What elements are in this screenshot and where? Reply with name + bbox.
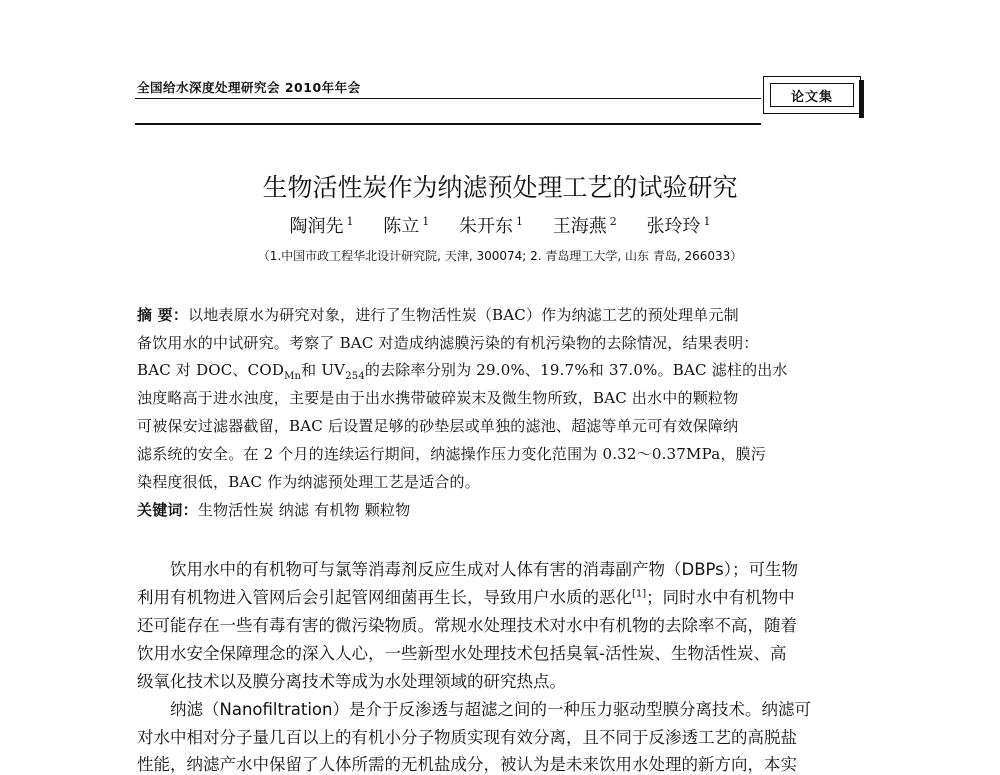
body-line: 性能，纳滤产水中保留了人体所需的无机盐成分，被认为是未来饮用水处理的新方向，本实 — [137, 755, 797, 774]
paper-title: 生物活性炭作为纳滤预处理工艺的试验研究 — [262, 173, 738, 202]
author: 王海燕 $^2$ — [552, 215, 617, 237]
abstract-line: 备饮用水的中试研究。考察了 BAC 对造成纳滤膜污染的有机污染物的去除情况，结果表明： — [137, 334, 759, 352]
affiliation: （1.中国市政工程华北设计研究院, 天津, 300074; 2. 青岛理工大学, 山东 青岛, 266033） — [257, 249, 743, 263]
keywords: 关键词：生物活性炭 纳滤 有机物 颗粒物 — [137, 501, 411, 519]
abstract-line: 浊度略高于进水浊度，主要是由于出水携带破碎炭末及微生物所致，BAC 出水中的颗粒物 — [137, 389, 739, 407]
author-list — [0, 212, 1000, 238]
proceedings-header: 全国给水深度处理研究会 2010年年会 — [137, 80, 361, 95]
author: 陈立 $^1$ — [383, 215, 430, 237]
abstract-line: 滤系统的安全。在 2 个月的连续运行期间，纳滤操作压力变化范围为 0.32～0.37MPa，膜污 — [137, 445, 766, 463]
body-line: 利用有机物进入管网后会引起管网细菌再生长，导致用户水质的恶化[1]；同时水中有机物中 — [137, 588, 795, 607]
abstract-line: 染程度很低，BAC 作为纳滤预处理工艺是适合的。 — [137, 473, 480, 491]
abstract-line: 可被保安过滤器截留，BAC 后设置足够的砂垫层或单独的滤池、超滤等单元可有效保障纳 — [137, 417, 739, 435]
author: 朱开东 $^1$ — [459, 215, 523, 237]
header-rule-bottom — [135, 123, 761, 125]
body-line: 饮用水中的有机物可与氯等消毒剂反应生成对人体有害的消毒副产物（DBPs）；可生物 — [170, 560, 799, 579]
abstract-line: 摘 要：以地表原水为研究对象，进行了生物活性炭（BAC）作为纳滤工艺的预处理单元制 — [137, 306, 739, 324]
author: 张玲玲 $^1$ — [646, 215, 711, 237]
abstract-line: BAC 对 DOC、$COD_{Mn}$和 $UV_{254}$的去除率分别为 29.0%、19.7%和 37.0%。BAC 滤柱的出水 — [137, 361, 788, 382]
abstract-label: 摘 要： — [137, 306, 189, 324]
body-line: 对水中相对分子量几百以上的有机小分子物质实现有效分离，且不同于反渗透工艺的高脱盐 — [137, 728, 797, 747]
proceedings-badge-label: 论文集 — [770, 83, 854, 107]
body-line: 饮用水安全保障理念的深入人心，一些新型水处理技术包括臭氧-活性炭、生物活性炭、高 — [137, 644, 787, 663]
body-line: 还可能存在一些有毒有害的微污染物质。常规水处理技术对水中有机物的去除率不高，随着 — [137, 616, 797, 635]
citation-ref: [1] — [632, 588, 647, 600]
author: 陶润先 $^1$ — [289, 215, 354, 237]
keywords-label: 关键词： — [137, 501, 198, 519]
body-line: 纳滤（Nanofiltration）是介于反渗透与超滤之间的一种压力驱动型膜分离技术。纳滤可 — [170, 700, 811, 719]
header-rule-top — [135, 98, 761, 99]
proceedings-badge — [763, 76, 861, 114]
body-line: 级氧化技术以及膜分离技术等成为水处理领域的研究热点。 — [137, 672, 566, 691]
